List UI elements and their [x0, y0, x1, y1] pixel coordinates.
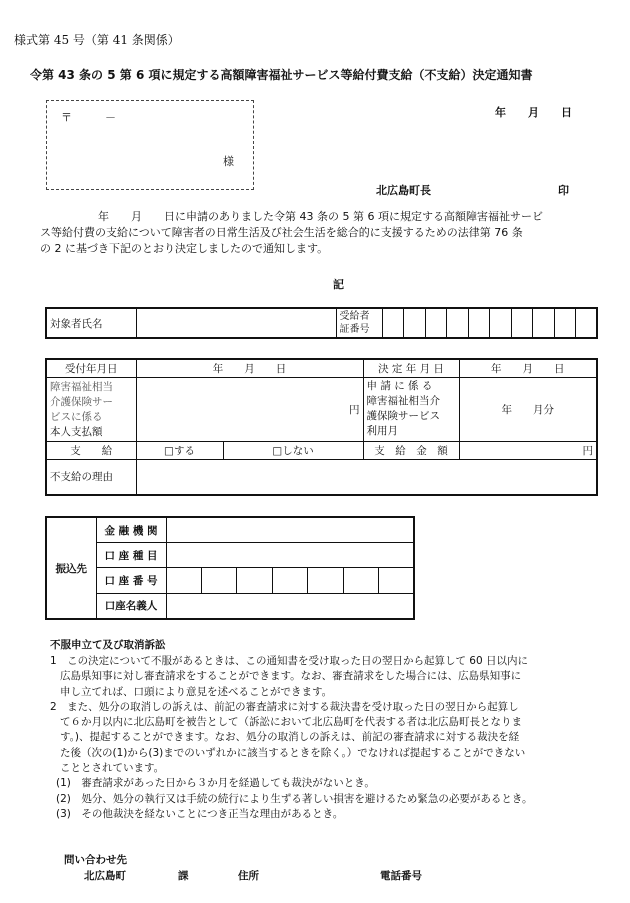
bank-name-label: 金 融 機 関 [96, 517, 166, 543]
account-digit[interactable] [379, 568, 414, 593]
self-payment-label: 障害福祉相当 介護保険サー ビスに係る 本人支払額 [46, 377, 136, 441]
ki-heading: 記 [333, 278, 344, 291]
received-date-label: 受付年月日 [46, 359, 136, 377]
payment-yes-checkbox[interactable]: □する [136, 441, 223, 459]
appeal-line: こととされています。 [60, 762, 165, 775]
rejection-reason-label: 不支給の理由 [46, 459, 136, 495]
recipient-number-label: 受給者 証番号 [336, 308, 382, 338]
service-month-label: 申 請 に 係 る 障害福祉相当介 護保険サービス 利用月 [363, 377, 459, 441]
self-payment-amount[interactable] [136, 377, 363, 441]
contact-town: 北広島町 [84, 870, 126, 882]
recipient-digit[interactable] [511, 308, 533, 338]
account-type-field[interactable] [166, 543, 414, 568]
account-digit[interactable] [272, 568, 307, 593]
issue-date: 年 月 日 [495, 106, 572, 119]
appeal-notes [50, 654, 532, 822]
subject-name-field[interactable] [136, 308, 336, 338]
account-holder-field[interactable] [166, 593, 414, 619]
bank-name-field[interactable] [166, 517, 414, 543]
address-box [46, 100, 254, 190]
notice-line-2: ス等給付費の支給について障害者の日常生活及び社会生活を総合的に支援するための法律第 76 条 [40, 226, 523, 239]
contact-heading: 問い合わせ先 [64, 854, 127, 866]
recipient-digit[interactable] [382, 308, 404, 338]
payment-no-checkbox[interactable]: □しない [223, 441, 363, 459]
account-type-label: 口 座 種 目 [96, 543, 166, 568]
recipient-digit[interactable] [554, 308, 576, 338]
bank-table [45, 516, 415, 620]
appeal-line: 広島県知事に対し審査請求をすることができます。なお、審査請求をした場合には、広島県知事に [60, 670, 522, 683]
appeal-line: (1) 審査請求があった日から３か月を経過しても裁決がないとき。 [56, 777, 375, 790]
account-digit[interactable] [237, 568, 272, 593]
appeal-line: て６か月以内に北広島町を被告として（訴訟において北広島町を代表する者は北広島町長となりま [60, 716, 522, 729]
recipient-digit[interactable] [576, 308, 598, 338]
account-digit[interactable] [166, 568, 201, 593]
account-digit[interactable] [343, 568, 378, 593]
notice-line-1: 年 月 日に申請のありました令第 43 条の 5 第 6 項に規定する高額障害福祉サービ [98, 210, 543, 223]
account-digit[interactable] [201, 568, 236, 593]
notice-paragraph [40, 209, 610, 257]
appeal-line: た後（次の(1)から(3)までのいずれかに該当するときを除く。）でなければ提起することができない [60, 746, 526, 759]
recipient-digit[interactable] [533, 308, 555, 338]
recipient-digit[interactable] [490, 308, 512, 338]
service-month-value[interactable]: 年 月分 [459, 377, 597, 441]
decision-table [45, 358, 598, 496]
seal-mark: 印 [558, 184, 569, 197]
appeal-line: (2) 処分、処分の執行又は手続の続行により生ずる著しい損害を避けるため緊急の必要があるとき。 [56, 792, 533, 805]
bank-transfer-label: 振込先 [46, 517, 96, 619]
account-digit[interactable] [308, 568, 343, 593]
contact-section: 課 [178, 870, 189, 882]
notice-line-3: の 2 に基づき下記のとおり決定しましたので通知します。 [40, 242, 329, 255]
appeal-line: (3) その他裁決を経ないことにつき正当な理由があるとき。 [56, 807, 344, 820]
appeal-heading: 不服申立て及び取消訴訟 [50, 639, 166, 651]
payment-amount-value[interactable]: 円 [459, 441, 597, 459]
decision-date-value[interactable]: 年 月 日 [459, 359, 597, 377]
subject-table [45, 307, 598, 339]
document-title: 令第 43 条の 5 第 6 項に規定する高額障害福祉サービス等給付費支給（不支給）決定通知書 [30, 68, 533, 82]
payment-label: 支 給 [46, 441, 136, 459]
recipient-digit[interactable] [447, 308, 469, 338]
subject-name-label: 対象者氏名 [46, 308, 136, 338]
form-number: 様式第 45 号（第 41 条関係） [14, 33, 180, 47]
contact-address: 住所 [238, 870, 259, 882]
appeal-line: す。)、提起することができます。なお、処分の取消しの訴えは、前記の審査請求に対する裁決を経 [60, 731, 520, 744]
appeal-line: 1 この決定について不服があるときは、この通知書を受け取った日の翌日から起算して 60 日以内に [50, 655, 529, 667]
recipient-digit[interactable] [404, 308, 426, 338]
account-holder-label: 口座名義人 [96, 593, 166, 619]
account-number-label: 口 座 番 号 [96, 568, 166, 593]
recipient-digit[interactable] [425, 308, 447, 338]
received-date-value[interactable]: 年 月 日 [136, 359, 363, 377]
recipient-sama: 様 [223, 155, 234, 168]
postal-code: 〒 － [61, 111, 116, 124]
contact-phone: 電話番号 [380, 870, 422, 882]
payment-amount-label: 支 給 金 額 [363, 441, 459, 459]
appeal-line: 申し立てれば、口頭により意見を述べることができます。 [60, 685, 333, 698]
rejection-reason-field[interactable] [136, 459, 597, 495]
issuer-name: 北広島町長 [376, 184, 431, 197]
yen-unit: 円 [349, 403, 360, 416]
decision-date-label: 決 定 年 月 日 [363, 359, 459, 377]
recipient-digit[interactable] [468, 308, 490, 338]
appeal-line: 2 また、処分の取消しの訴えは、前記の審査請求に対する裁決書を受け取った日の翌日から起算し [50, 700, 519, 713]
